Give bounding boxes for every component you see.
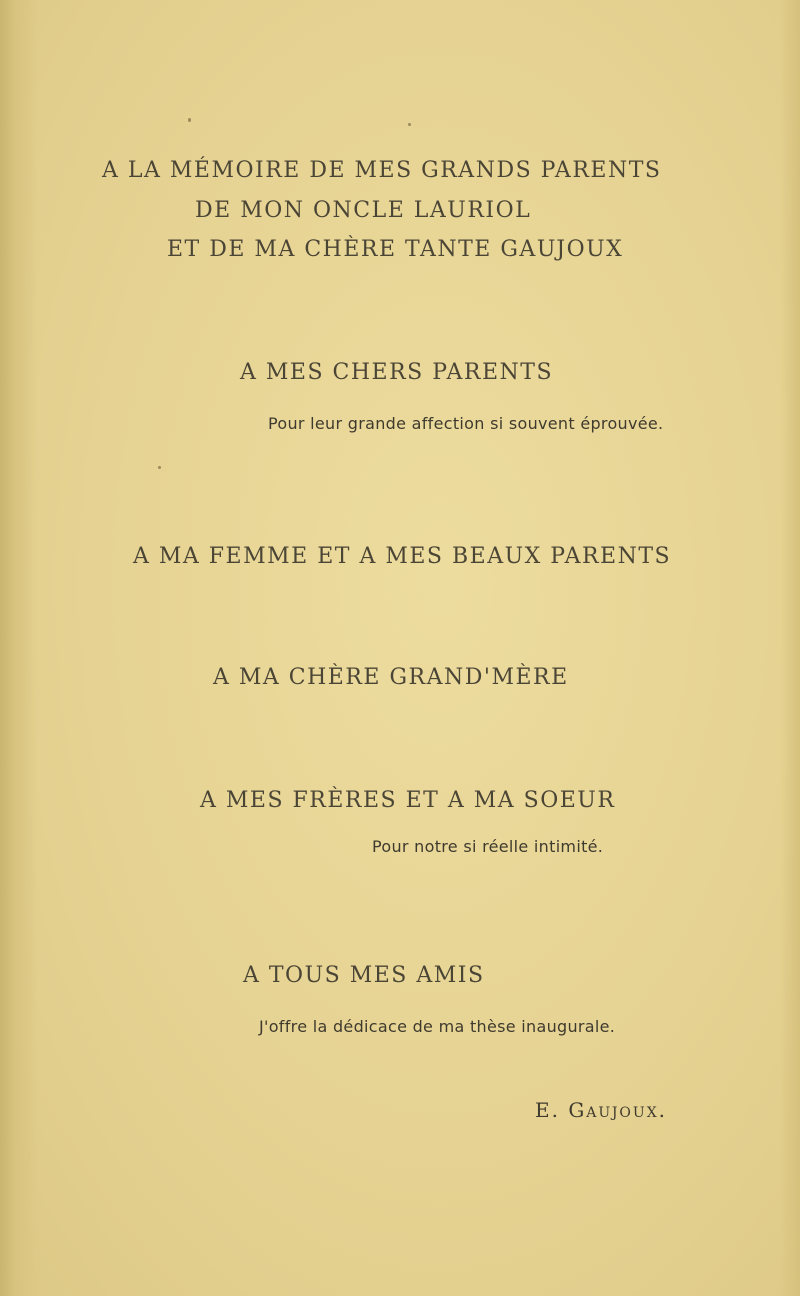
paper-speck — [408, 123, 411, 126]
memory-line-1: A LA MÉMOIRE DE MES GRANDS PARENTS — [102, 158, 662, 183]
paper-speck — [188, 118, 191, 122]
memory-line-3: ET DE MA CHÈRE TANTE GAUJOUX — [167, 237, 624, 262]
grandmother-heading: A MA CHÈRE GRAND'MÈRE — [213, 665, 569, 690]
siblings-heading: A MES FRÈRES ET A MA SOEUR — [200, 788, 616, 813]
parents-note: Pour leur grande affection si souvent éprouvée. — [268, 414, 664, 433]
siblings-note: Pour notre si réelle intimité. — [372, 837, 604, 856]
page-right-edge — [780, 0, 800, 1296]
paper-speck — [158, 466, 161, 469]
page-left-edge — [0, 0, 38, 1296]
memory-line-2: DE MON ONCLE LAURIOL — [195, 198, 532, 223]
signature: E. Gaujoux. — [535, 1098, 668, 1122]
parents-heading: A MES CHERS PARENTS — [240, 360, 554, 385]
friends-heading: A TOUS MES AMIS — [243, 963, 485, 988]
wife-heading: A MA FEMME ET A MES BEAUX PARENTS — [133, 544, 672, 569]
friends-note: J'offre la dédicace de ma thèse inaugurale. — [259, 1017, 616, 1036]
